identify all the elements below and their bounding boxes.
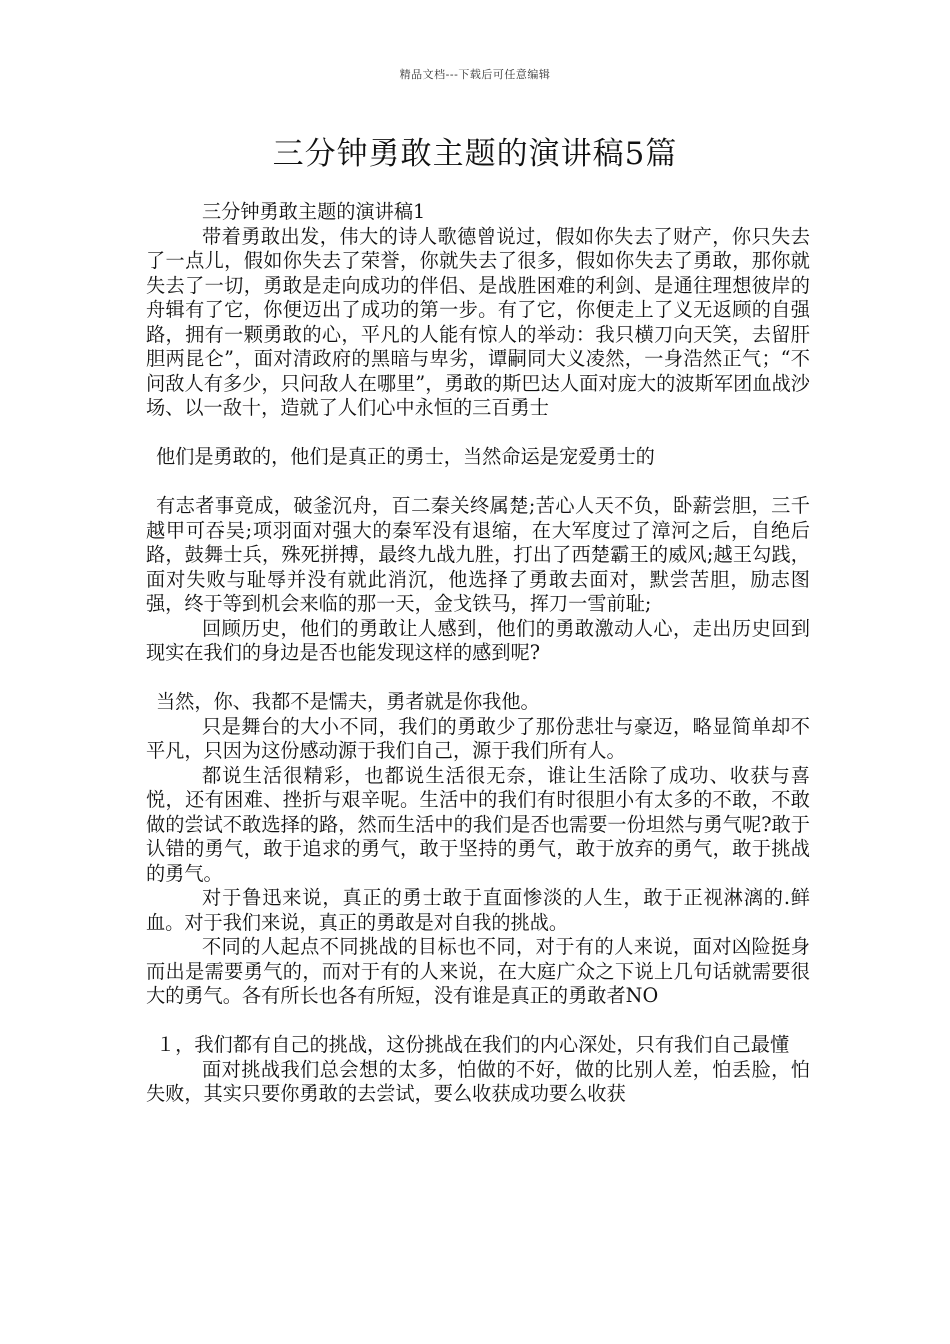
paragraph: 面对挑战我们总会想的太多，怕做的不好，做的比别人差，怕丢脸，怕失败，其实只要你勇敢的去尝试，要么收获成功要么收获 xyxy=(146,1057,810,1105)
paragraph: １，我们都有自己的挑战，这份挑战在我们的内心深处，只有我们自己最懂 xyxy=(156,1033,790,1056)
paragraph: 当然，你、我都不是懦夫，勇者就是你我他。 xyxy=(156,690,540,713)
section-heading: 三分钟勇敢主题的演讲稿1 xyxy=(202,200,426,223)
paragraph: 不同的人起点不同挑战的目标也不同，对于有的人来说，面对凶险挺身而出是需要勇气的，而对于有的人来说，在大庭广众之下说上几句话就需要很大的勇气。各有所长也各有所短，没有谁是真正的勇敢者NO xyxy=(146,935,810,1007)
paragraph: 带着勇敢出发，伟大的诗人歌德曾说过，假如你失去了财产，你只失去了一点儿，假如你失去了荣誉，你就失去了很多，假如你失去了勇敢，那你就失去了一切，勇敢是走向成功的伴侣、是战胜困难的利剑、是通往理想彼岸的舟辑有了它，你便迈出了成功的第一步。有了它，你便走上了义无返顾的自强路，拥有一颗勇敢的心，平凡的人能有惊人的举动：我只横刀向天笑，去留肝胆两昆仑”，面对清政府的黑暗与卑劣，谭嗣同大义凌然，一身浩然正气；“不问敌人有多少，只问敌人在哪里”，勇敢的斯巴达人面对庞大的波斯军团血战沙场、以一敌十，造就了人们心中永恒的三百勇士 xyxy=(146,224,810,419)
paragraph: 只是舞台的大小不同，我们的勇敢少了那份悲壮与豪迈，略显简单却不平凡，只因为这份感动源于我们自己，源于我们所有人。 xyxy=(146,714,810,762)
header-note: 精品文档---下载后可任意编辑 xyxy=(399,68,551,81)
paragraph: 有志者事竟成，破釜沉舟，百二秦关终属楚;苦心人天不负，卧薪尝胆，三千越甲可吞吴;项羽面对强大的秦军没有退缩，在大军度过了漳河之后，自绝后路，鼓舞士兵，殊死拼搏，最终九战九胜，打出了西楚霸王的威风;越王勾践，面对失败与耻辱并没有就此消沉，他选择了勇敢去面对，默尝苦胆，励志图强，终于等到机会来临的那一天，金戈铁马，挥刀一雪前耻; xyxy=(146,494,810,615)
paragraph: 回顾历史，他们的勇敢让人感到，他们的勇敢激动人心，走出历史回到现实在我们的身边是否也能发现这样的感到呢? xyxy=(146,616,810,664)
paragraph: 对于鲁迅来说，真正的勇士敢于直面惨淡的人生，敢于正视淋漓的.鲜血。对于我们来说，真正的勇敢是对自我的挑战。 xyxy=(146,886,810,934)
document-body xyxy=(146,200,810,1107)
document-title: 三分钟勇敢主题的演讲稿5篇 xyxy=(272,136,678,172)
paragraph: 都说生活很精彩，也都说生活很无奈，谁让生活除了成功、收获与喜悦，还有困难、挫折与艰辛呢。生活中的我们有时很胆小有太多的不敢，不敢做的尝试不敢选择的路，然而生活中的我们是否也需要一份坦然与勇气呢?敢于认错的勇气，敢于追求的勇气，敢于坚持的勇气，敢于放弃的勇气，敢于挑战的勇气。 xyxy=(146,763,810,885)
paragraph: 他们是勇敢的，他们是真正的勇士，当然命运是宠爱勇士的 xyxy=(156,445,655,468)
